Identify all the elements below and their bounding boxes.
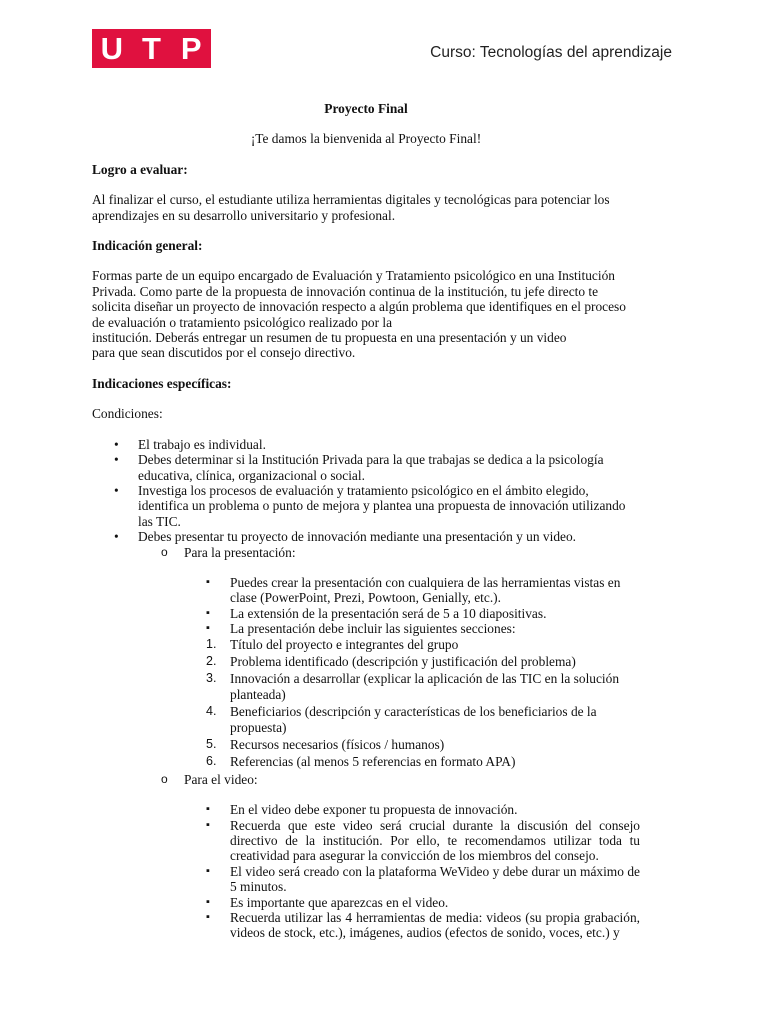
section-text: Beneficiarios (descripción y características de los beneficiarios de la propuesta) bbox=[230, 704, 597, 735]
course-title: Curso: Tecnologías del aprendizaje bbox=[430, 44, 672, 61]
welcome-text: ¡Te damos la bienvenida al Proyecto Final! bbox=[250, 131, 482, 147]
general-paragraph: Formas parte de un equipo encargado de Evaluación y Tratamiento psicológico en una Institución Privada. Como parte de la propuesta de innovación continua de la institución, tu jefe directo te solicita diseñar un proyecto de innovación respecto a algún problema que identifiques en el proceso de evaluación o tratamiento psicológico realizado por la bbox=[92, 268, 626, 330]
circle-bullet-icon: o bbox=[161, 771, 168, 786]
section-text: Problema identificado (descripción y justificación del problema) bbox=[230, 653, 576, 669]
section-item bbox=[184, 671, 640, 702]
video-item: ▪ En el video debe exponer tu propuesta de innovación. bbox=[184, 802, 640, 817]
presentation-item: ▪ La presentación debe incluir las siguientes secciones: bbox=[184, 621, 640, 636]
specific-heading: Indicaciones específicas: bbox=[92, 375, 232, 391]
delivery-list bbox=[92, 545, 640, 941]
condition-item: • Investiga los procesos de evaluación y tratamiento psicológico en el ámbito elegido, identifica un problema o punto de mejora y plantea una propuesta de innovación utilizando las TIC. bbox=[92, 483, 640, 529]
section-number: 6. bbox=[206, 754, 217, 769]
presentation-item: ▪ La extensión de la presentación será de 5 a 10 diapositivas. bbox=[184, 606, 640, 621]
video-items bbox=[184, 802, 640, 941]
section-item bbox=[184, 754, 640, 769]
section-text: Referencias (al menos 5 referencias en formato APA) bbox=[230, 754, 516, 770]
video-group bbox=[92, 772, 640, 941]
logo-letter: U bbox=[100, 31, 124, 66]
general-paragraph: para que sean discutidos por el consejo directivo. bbox=[92, 345, 356, 361]
video-item: ▪ Recuerda utilizar las 4 herramientas de media: videos (su propia grabación, videos de stock, etc.), imágenes, audios (efectos de sonido, voces, etc.) y bbox=[184, 910, 640, 941]
conditions-list bbox=[92, 437, 640, 545]
video-item: ▪ Recuerda que este video será crucial durante la discusión del consejo directivo de la institución. Por ello, te recomendamos utilizar toda tu creatividad para asegurar la convicción de los miembros del consejo. bbox=[184, 818, 640, 864]
logo-letter: T bbox=[142, 31, 161, 66]
section-number: 5. bbox=[206, 737, 217, 751]
section-number: 4. bbox=[206, 704, 217, 719]
sections-list bbox=[184, 637, 640, 770]
presentation-label: Para la presentación: bbox=[184, 544, 296, 560]
section-item bbox=[184, 654, 640, 669]
video-item: ▪ Es importante que aparezcas en el video. bbox=[184, 895, 640, 910]
section-number: 1. bbox=[206, 636, 217, 651]
condition-item: • Debes presentar tu proyecto de innovación mediante una presentación y un video. bbox=[92, 529, 640, 544]
section-item bbox=[184, 737, 640, 752]
presentation-items bbox=[184, 575, 640, 637]
section-text: Innovación a desarrollar (explicar la aplicación de las TIC en la solución planteada) bbox=[230, 671, 620, 702]
condition-item: • Debes determinar si la Institución Privada para la que trabajas se dedica a la psicología educativa, clínica, organizacional o social. bbox=[92, 452, 640, 483]
general-paragraph: institución. Deberás entregar un resumen de tu propuesta en una presentación y un video bbox=[92, 330, 567, 346]
doc-title: Proyecto Final bbox=[324, 101, 408, 116]
condition-item: • El trabajo es individual. bbox=[92, 437, 640, 452]
general-text bbox=[92, 268, 640, 360]
logro-heading: Logro a evaluar: bbox=[92, 161, 188, 177]
video-label: Para el video: bbox=[184, 771, 258, 787]
section-text: Recursos necesarios (físicos / humanos) bbox=[230, 737, 445, 752]
logro-text: Al finalizar el curso, el estudiante utiliza herramientas digitales y tecnológicas para potenciar los aprendizajes en su desarrollo universitario y profesional. bbox=[92, 192, 610, 223]
circle-bullet-icon: o bbox=[161, 544, 168, 559]
presentation-item: ▪ Puedes crear la presentación con cualquiera de las herramientas vistas en clase (PowerPoint, Prezi, Powtoon, Genially, etc.). bbox=[184, 575, 640, 606]
section-text: Título del proyecto e integrantes del grupo bbox=[230, 636, 459, 652]
presentation-group bbox=[92, 545, 640, 770]
section-item bbox=[184, 704, 640, 735]
logo-letter: P bbox=[180, 31, 202, 66]
video-item: ▪ El video será creado con la plataforma WeVideo y debe durar un máximo de 5 minutos. bbox=[184, 864, 640, 895]
utp-logo bbox=[92, 29, 211, 68]
section-item bbox=[184, 637, 640, 652]
section-number: 2. bbox=[206, 653, 217, 668]
section-number: 3. bbox=[206, 671, 217, 686]
document-body bbox=[92, 101, 640, 941]
conditions-label: Condiciones: bbox=[92, 406, 163, 422]
general-heading: Indicación general: bbox=[92, 238, 203, 254]
